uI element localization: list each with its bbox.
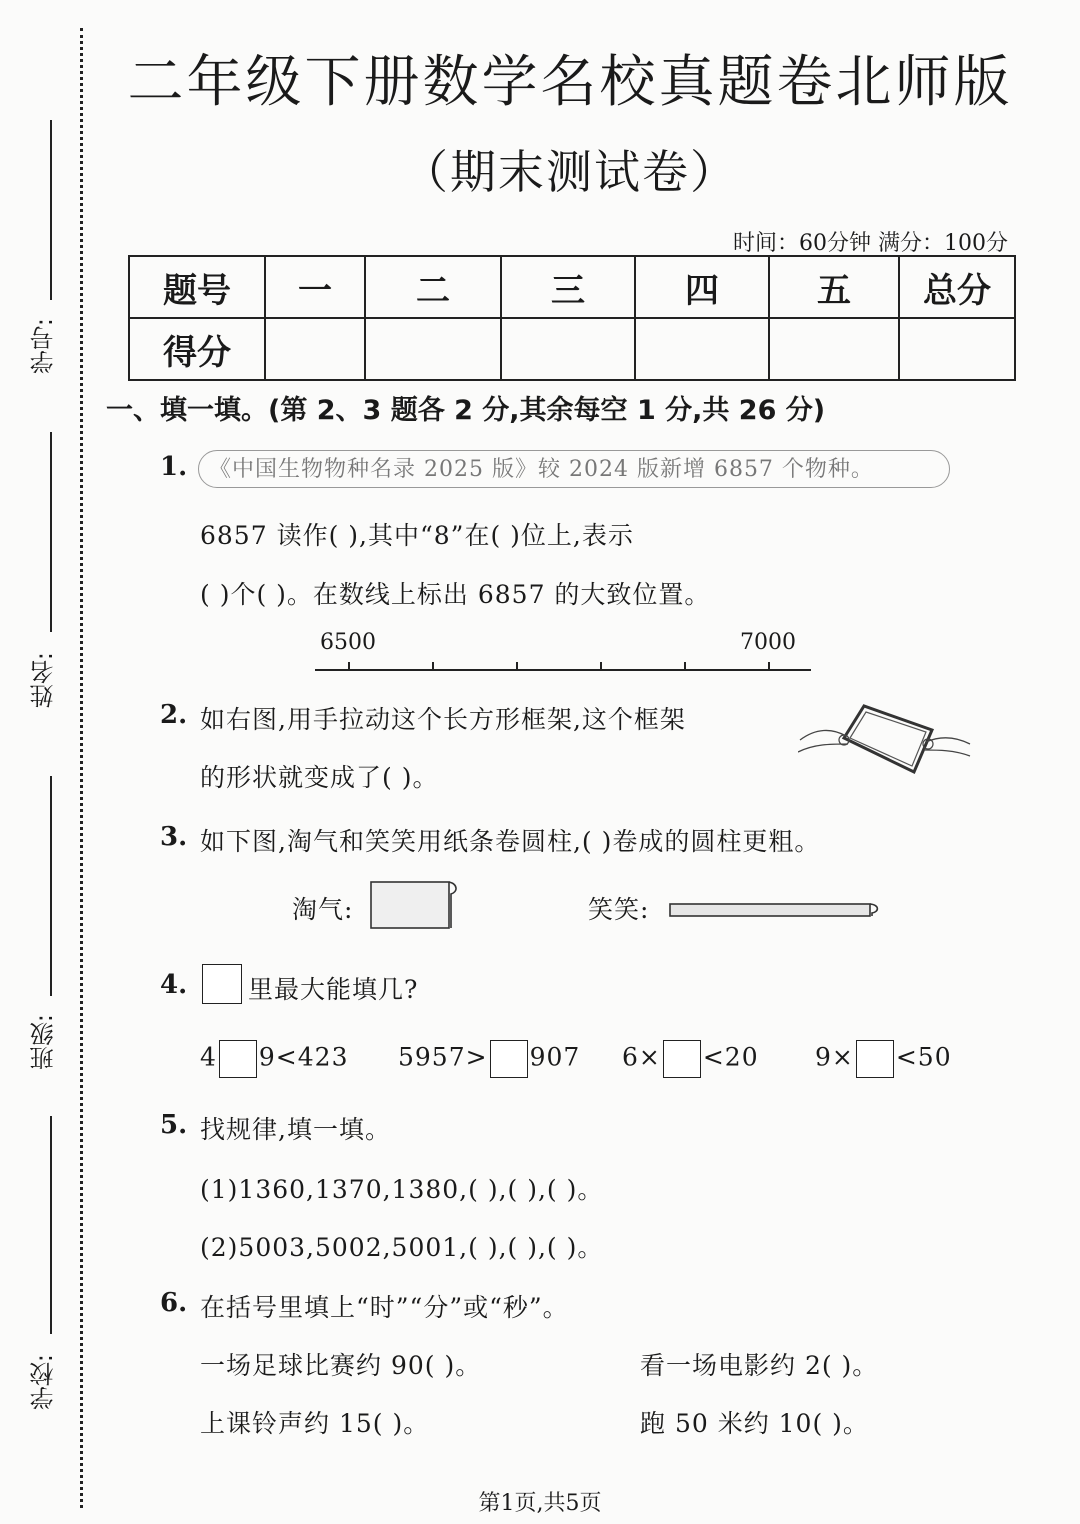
- score-table: [128, 255, 1016, 381]
- answer-box[interactable]: [219, 1040, 257, 1078]
- q6-item: 一场足球比赛约 90( )。: [200, 1351, 482, 1380]
- q4-prompt: 里最大能填几?: [248, 975, 419, 1004]
- score-table-cell: 总分: [899, 256, 1015, 318]
- class-label: 班级:: [30, 1014, 58, 1071]
- inequality-2: [398, 1040, 580, 1078]
- inequality-text: <20: [702, 1042, 759, 1072]
- q1-line2: ( )个( )。在数线上标出 6857 的大致位置。: [200, 580, 711, 609]
- score-table-cell: 二: [365, 256, 501, 318]
- number-line-start-label: 6500: [320, 630, 376, 655]
- student-id-label: 学号:: [30, 318, 58, 375]
- question-number: 6.: [160, 1288, 188, 1318]
- inequality-1: [200, 1040, 348, 1078]
- answer-box[interactable]: [663, 1040, 701, 1078]
- answer-box[interactable]: [490, 1040, 528, 1078]
- taoqi-label: 淘气:: [292, 895, 354, 924]
- question-number: 2.: [160, 700, 188, 730]
- taoqi-paper-strip: [368, 878, 460, 932]
- q5-prompt: 找规律,填一填。: [200, 1115, 391, 1144]
- school-line: [50, 1116, 52, 1334]
- number-line[interactable]: [315, 658, 815, 678]
- q6-item: 看一场电影约 2( )。: [640, 1351, 879, 1380]
- section-heading: 一、填一填。(第 2、3 题各 2 分,其余每空 1 分,共 26 分): [106, 395, 826, 426]
- score-table-cell: 题号: [129, 256, 265, 318]
- inequality-text: 4: [200, 1042, 217, 1072]
- question-number: 3.: [160, 822, 188, 852]
- binding-dotted-line: [80, 28, 83, 1508]
- score-input-cell[interactable]: [899, 318, 1015, 380]
- score-input-cell[interactable]: [635, 318, 769, 380]
- score-table-cell: 四: [635, 256, 769, 318]
- score-input-cell[interactable]: [769, 318, 899, 380]
- score-input-cell[interactable]: [501, 318, 635, 380]
- question-number: 1.: [160, 452, 188, 482]
- q2-line1: 如右图,用手拉动这个长方形框架,这个框架: [200, 705, 686, 734]
- question-number: 5.: [160, 1110, 188, 1140]
- question-number: 4.: [160, 970, 188, 1000]
- q6-prompt: 在括号里填上“时”“分”或“秒”。: [200, 1293, 569, 1322]
- answer-box[interactable]: [856, 1040, 894, 1078]
- inequality-text: 6×: [622, 1042, 661, 1072]
- xiaoxiao-paper-strip: [668, 900, 882, 922]
- exam-meta: 时间：60分钟 满分：100分: [733, 231, 1008, 256]
- q6-item: 跑 50 米约 10( )。: [640, 1409, 869, 1438]
- source-note: 《中国生物物种名录 2025 版》较 2024 版新增 6857 个物种。: [198, 450, 950, 488]
- q6-item: 上课铃声约 15( )。: [200, 1409, 430, 1438]
- inequality-text: 907: [529, 1042, 581, 1072]
- q5-sequence-1: (1)1360,1370,1380,( ),( ),( )。: [200, 1175, 604, 1204]
- inequality-text: <50: [895, 1042, 952, 1072]
- score-input-cell[interactable]: [265, 318, 365, 380]
- q5-sequence-2: (2)5003,5002,5001,( ),( ),( )。: [200, 1233, 604, 1262]
- score-table-cell: 五: [769, 256, 899, 318]
- inequality-3: [622, 1040, 759, 1078]
- class-line: [50, 776, 52, 996]
- q1-line1: 6857 读作( ),其中“8”在( )位上,表示: [200, 521, 634, 550]
- inequality-4: [815, 1040, 952, 1078]
- score-table-header-row: [129, 256, 1015, 318]
- score-input-cell[interactable]: [365, 318, 501, 380]
- school-label: 学校:: [30, 1354, 58, 1411]
- q3-line1: 如下图,淘气和笑笑用纸条卷圆柱,( )卷成的圆柱更粗。: [200, 827, 821, 856]
- q2-line2: 的形状就变成了( )。: [200, 763, 439, 792]
- score-table-cell: 一: [265, 256, 365, 318]
- score-table-cell: 得分: [129, 318, 265, 380]
- page-subtitle: （期末测试卷）: [402, 145, 738, 199]
- rectangle-frame-illustration: [798, 698, 972, 784]
- page-footer: 第1页,共5页: [478, 1491, 602, 1516]
- number-line-end-label: 7000: [740, 630, 796, 655]
- score-table-cell: 三: [501, 256, 635, 318]
- page-title: 二年级下册数学名校真题卷北师版: [127, 50, 1013, 115]
- inequality-text: 9<423: [258, 1042, 349, 1072]
- name-line: [50, 432, 52, 632]
- score-table-score-row: [129, 318, 1015, 380]
- inequality-text: 5957>: [398, 1042, 488, 1072]
- answer-box: [202, 964, 242, 1004]
- inequality-text: 9×: [815, 1042, 854, 1072]
- xiaoxiao-label: 笑笑:: [588, 895, 650, 924]
- name-label: 姓名:: [30, 652, 58, 709]
